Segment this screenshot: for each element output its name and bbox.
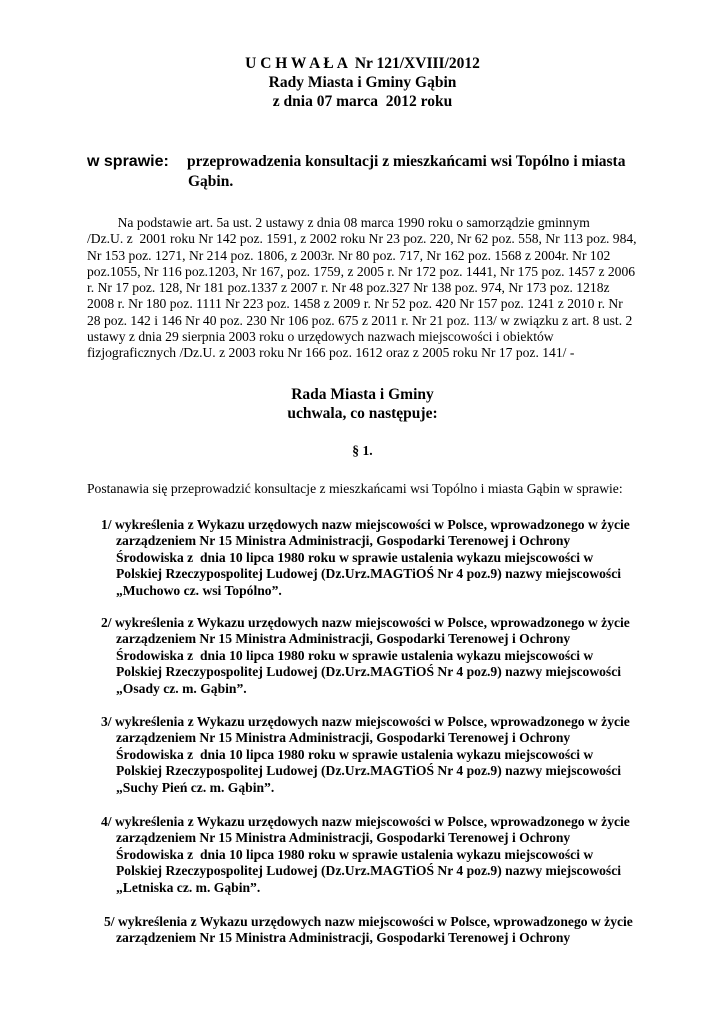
council-decision-heading (0, 385, 725, 423)
item-line: Polskiej Rzeczypospolitej Ludowej (Dz.Urz.MAGTiOŚ Nr 4 poz.9) nazwy miejscowości (116, 664, 622, 680)
item-line: „Suchy Pień cz. m. Gąbin”. (116, 779, 275, 795)
item-line: „Muchowo cz. wsi Topólno”. (116, 582, 282, 598)
council-resolves: uchwala, co następuje: (287, 405, 438, 422)
legal-basis-paragraph (87, 215, 687, 362)
legal-basis-line: /Dz.U. z 2001 roku Nr 142 poz. 1591, z 2002 roku Nr 23 poz. 220, Nr 62 poz. 558, Nr 113 poz. 984, (87, 231, 637, 247)
subject-text-line2: Gąbin. (188, 173, 234, 190)
resolution-subject (87, 152, 687, 192)
consultation-item (101, 615, 701, 697)
item-line: Środowiska z dnia 10 lipca 1980 roku w sprawie ustalenia wykazu miejscowości w (116, 846, 594, 862)
resolution-header (0, 54, 725, 111)
section-intro: Postanawia się przeprowadzić konsultacje z mieszkańcami wsi Topólno i miasta Gąbin w sprawie: (87, 481, 623, 496)
legal-basis-line: fizjograficznych /Dz.U. z 2003 roku Nr 166 poz. 1612 oraz z 2005 roku Nr 17 poz. 141/ - (87, 345, 575, 361)
legal-basis-line: poz.1055, Nr 116 poz.1203, Nr 167, poz. 1759, z 2005 r. Nr 172 poz. 1441, Nr 175 poz. 1457 z 2006 (87, 263, 636, 279)
item-line: Środowiska z dnia 10 lipca 1980 roku w sprawie ustalenia wykazu miejscowości w (116, 647, 594, 663)
legal-basis-line: ustawy z dnia 29 sierpnia 2003 roku o urzędowych nazwach miejscowości i obiektów (87, 329, 554, 345)
consultation-item (101, 517, 701, 599)
item-line: 2/ wykreślenia z Wykazu urzędowych nazw miejscowości w Polsce, wprowadzonego w życie (101, 615, 630, 630)
item-line: Polskiej Rzeczypospolitej Ludowej (Dz.Urz.MAGTiOŚ Nr 4 poz.9) nazwy miejscowości (116, 763, 622, 779)
item-line: 1/ wykreślenia z Wykazu urzędowych nazw miejscowości w Polsce, wprowadzonego w życie (101, 517, 630, 532)
consultation-item (101, 814, 701, 896)
item-line: „Osady cz. m. Gąbin”. (116, 680, 247, 696)
subject-label: w sprawie: (87, 153, 169, 170)
item-line: Środowiska z dnia 10 lipca 1980 roku w sprawie ustalenia wykazu miejscowości w (116, 746, 594, 762)
item-line: zarządzeniem Nr 15 Ministra Administracji, Gospodarki Terenowej i Ochrony (116, 533, 571, 549)
item-line: zarządzeniem Nr 15 Ministra Administracji, Gospodarki Terenowej i Ochrony (116, 730, 571, 746)
item-line: 4/ wykreślenia z Wykazu urzędowych nazw miejscowości w Polsce, wprowadzonego w życie (101, 814, 630, 829)
consultation-item (101, 714, 701, 796)
section-number: § 1. (352, 443, 373, 458)
council-name: Rada Miasta i Gminy (291, 386, 434, 403)
item-line: Polskiej Rzeczypospolitej Ludowej (Dz.Urz.MAGTiOŚ Nr 4 poz.9) nazwy miejscowości (116, 863, 622, 879)
item-line: zarządzeniem Nr 15 Ministra Administracji, Gospodarki Terenowej i Ochrony (116, 631, 571, 647)
item-line: zarządzeniem Nr 15 Ministra Administracji, Gospodarki Terenowej i Ochrony (116, 830, 571, 846)
legal-basis-line: 2008 r. Nr 180 poz. 1111 Nr 223 poz. 1458 z 2009 r. Nr 52 poz. 420 Nr 157 poz. 1241 z 2010 r. Nr (87, 296, 623, 312)
item-line: Polskiej Rzeczypospolitej Ludowej (Dz.Urz.MAGTiOŚ Nr 4 poz.9) nazwy miejscowości (116, 566, 622, 582)
legal-basis-line: 28 poz. 142 i 146 Nr 40 poz. 230 Nr 106 poz. 675 z 2011 r. Nr 21 poz. 113/ w związku z art. 8 ust. 2 (87, 312, 633, 328)
resolution-date: z dnia 07 marca 2012 roku (272, 93, 453, 110)
item-line: „Letniska cz. m. Gąbin”. (116, 879, 261, 895)
item-line: Środowiska z dnia 10 lipca 1980 roku w sprawie ustalenia wykazu miejscowości w (116, 549, 594, 565)
legal-basis-line: Na podstawie art. 5a ust. 2 ustawy z dnia 08 marca 1990 roku o samorządzie gminnym (87, 215, 590, 230)
subject-text-line1: przeprowadzenia konsultacji z mieszkańcami wsi Topólno i miasta (187, 153, 626, 170)
legal-basis-line: Nr 153 poz. 1271, Nr 214 poz. 1806, z 2003r. Nr 80 poz. 717, Nr 162 poz. 1568 z 2004r. Nr 102 (87, 247, 611, 263)
consultation-item (104, 914, 704, 947)
resolution-number: U C H W A Ł A Nr 121/XVIII/2012 (245, 55, 480, 72)
item-line: zarządzeniem Nr 15 Ministra Administracji, Gospodarki Terenowej i Ochrony (116, 930, 571, 946)
legal-basis-line: r. Nr 17 poz. 128, Nr 181 poz.1337 z 2007 r. Nr 48 poz.327 Nr 138 poz. 974, Nr 173 poz. 1218z (87, 280, 610, 296)
item-line: 3/ wykreślenia z Wykazu urzędowych nazw miejscowości w Polsce, wprowadzonego w życie (101, 714, 630, 729)
item-line: 5/ wykreślenia z Wykazu urzędowych nazw miejscowości w Polsce, wprowadzonego w życie (104, 914, 633, 929)
issuing-body: Rady Miasta i Gminy Gąbin (268, 74, 457, 91)
